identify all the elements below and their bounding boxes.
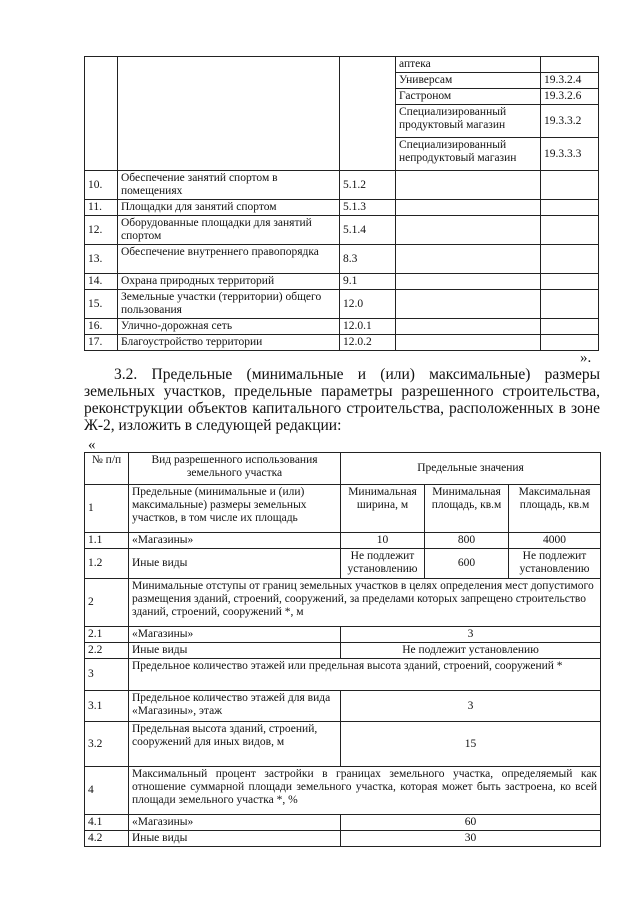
empty-cell [541,274,599,290]
row-num: 2 [85,579,129,627]
row-num: 4.1 [85,815,129,831]
col-min-width: Минимальная ширина, м [341,485,425,533]
row-num: 4 [85,767,129,815]
section-3-2-paragraph: 3.2. Предельные (минимальные и (или) максимальные) размеры земельных участков, предельные параметры разрешенного строительства, реконструкции объектов капитального строительства, расположенных в зоне Ж-2, изложить в следующей редакции: [84,366,600,434]
row-num: 3.2 [85,722,129,767]
empty-cell [541,200,599,216]
sub-use-name: Универсам [396,73,541,89]
row-value: 30 [341,831,601,847]
empty-cell [396,216,541,245]
row-use-name: Оборудованные площадки для занятий спортом [118,216,340,245]
empty-cell [541,335,599,351]
sub-use-name: аптека [396,57,541,73]
row-use-name: Обеспечение занятий спортом в помещениях [118,171,340,200]
sub-use-code: 19.3.2.6 [541,89,599,105]
row-code: 12.0 [340,290,396,319]
value-max-area: Не подлежит установлению [509,549,601,579]
sub-use-name: Специализированный непродуктовый магазин [396,138,541,171]
empty-cell [541,216,599,245]
sub-use-code: 19.3.3.3 [541,138,599,171]
empty-cell [541,245,599,274]
empty-cell [541,171,599,200]
sub-use-code: 19.3.2.4 [541,73,599,89]
row-code: 5.1.2 [340,171,396,200]
limit-values-table [84,452,601,847]
row-num: 3.1 [85,691,129,722]
row-use-name: Благоустройство территории [118,335,340,351]
row-text: Предельные (минимальные и (или) максимальные) размеры земельных участков, в том числе их площадь [129,485,341,533]
merged-num-cell [85,57,118,171]
row-text: Предельная высота зданий, строений, сооружений для иных видов, м [129,722,341,767]
header-kind: Вид разрешенного использования земельного участка [129,453,341,485]
row-num: 3 [85,659,129,691]
col-max-area: Максимальная площадь, кв.м [509,485,601,533]
row-num: 2.2 [85,643,129,659]
sub-use-name: Специализированный продуктовый магазин [396,105,541,138]
row-text: «Магазины» [129,627,341,643]
row-num: 2.1 [85,627,129,643]
row-value: 60 [341,815,601,831]
sub-use-code: 19.3.3.2 [541,105,599,138]
row-num: 16. [85,319,118,335]
merged-code-cell [340,57,396,171]
row-code: 12.0.2 [340,335,396,351]
row-value: 3 [341,627,601,643]
permitted-use-table-continued [84,56,599,351]
row-text: Предельное количество этажей или предельная высота зданий, строений, сооружений * [129,659,601,691]
empty-cell [396,319,541,335]
row-use-name: Обеспечение внутреннего правопорядка [118,245,340,274]
row-num: 10. [85,171,118,200]
row-use-name: Площадки для занятий спортом [118,200,340,216]
row-num: 1 [85,485,129,533]
row-code: 8.3 [340,245,396,274]
row-code: 5.1.3 [340,200,396,216]
empty-cell [541,290,599,319]
row-num: 14. [85,274,118,290]
empty-cell [396,245,541,274]
row-num: 1.2 [85,549,129,579]
row-text: «Магазины» [129,815,341,831]
row-use-name: Земельные участки (территории) общего пользования [118,290,340,319]
empty-cell [396,335,541,351]
row-code: 12.0.1 [340,319,396,335]
row-text: Иные виды [129,643,341,659]
col-min-area: Минимальная площадь, кв.м [425,485,509,533]
closing-quote: ». [580,350,592,366]
row-code: 9.1 [340,274,396,290]
row-num: 12. [85,216,118,245]
row-num: 4.2 [85,831,129,847]
value-min-width: 10 [341,533,425,549]
row-code: 5.1.4 [340,216,396,245]
value-min-width: Не подлежит установлению [341,549,425,579]
empty-cell [396,290,541,319]
row-use-name: Улично-дорожная сеть [118,319,340,335]
row-text: Предельное количество этажей для вида «Магазины», этаж [129,691,341,722]
row-value: 15 [341,722,601,767]
sub-use-name: Гастроном [396,89,541,105]
value-min-area: 800 [425,533,509,549]
empty-cell [541,319,599,335]
opening-quote: « [88,437,96,453]
row-text: Иные виды [129,831,341,847]
empty-cell [396,274,541,290]
value-max-area: 4000 [509,533,601,549]
row-text: «Магазины» [129,533,341,549]
row-text: Максимальный процент застройки в границах земельного участка, определяемый как отношение суммарной площади земельного участка, которая может быть застроена, ко всей площади земельного участка *, % [129,767,601,815]
empty-cell [396,171,541,200]
row-use-name: Охрана природных территорий [118,274,340,290]
row-num: 15. [85,290,118,319]
empty-cell [396,200,541,216]
value-min-area: 600 [425,549,509,579]
row-num: 11. [85,200,118,216]
row-value: Не подлежит установлению [341,643,601,659]
header-limit-values: Предельные значения [341,453,601,485]
row-value: 3 [341,691,601,722]
row-text: Иные виды [129,549,341,579]
row-num: 17. [85,335,118,351]
row-num: 1.1 [85,533,129,549]
merged-name-cell [118,57,340,171]
header-num: № п/п [85,453,129,485]
sub-use-code [541,57,599,73]
row-text: Минимальные отступы от границ земельных участков в целях определения мест допустимого размещения зданий, строений, сооружений, за пределами которых запрещено строительство зданий, строений, сооружений *, м [129,579,601,627]
row-num: 13. [85,245,118,274]
